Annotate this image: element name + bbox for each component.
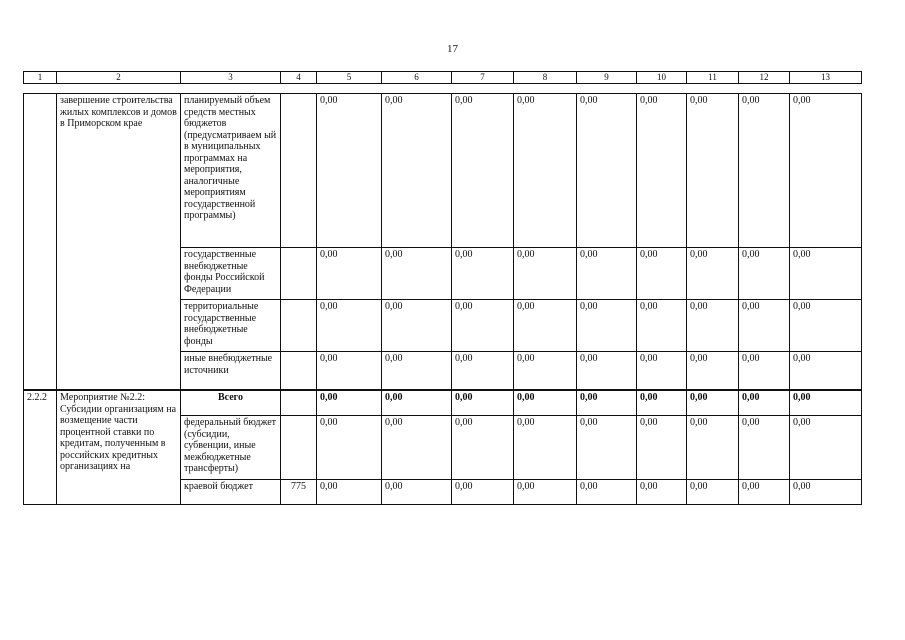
value-cell: 0,00 [739,300,790,352]
value-cell: 0,00 [577,480,637,505]
row-number-cell: 2.2.2 [24,390,57,505]
code-cell [281,300,317,352]
value-cell: 0,00 [739,416,790,480]
value-cell: 0,00 [687,416,739,480]
header-cell: 4 [281,72,317,84]
column-number-header [23,71,862,84]
value-cell: 0,00 [637,352,687,391]
funding-source-cell: территориальные государственные внебюджетные фонды [181,300,281,352]
value-cell: 0,00 [790,480,862,505]
value-cell: 0,00 [382,94,452,248]
value-cell: 0,00 [637,390,687,416]
value-cell: 0,00 [382,480,452,505]
value-cell: 0,00 [637,248,687,300]
table-row [24,94,862,248]
value-cell: 0,00 [514,480,577,505]
value-cell: 0,00 [637,94,687,248]
value-cell: 0,00 [687,480,739,505]
code-cell [281,352,317,391]
header-cell: 2 [57,72,181,84]
value-cell: 0,00 [790,300,862,352]
measure-name-cell: Мероприятие №2.2: Субсидии организациям на возмещение части процентной ставки по кредитам, полученным в российских кредитных организациях на [57,390,181,505]
header-row [24,72,862,84]
value-cell: 0,00 [687,248,739,300]
value-cell: 0,00 [514,94,577,248]
value-cell: 0,00 [452,390,514,416]
row-number-cell [24,94,57,391]
page-number: 17 [447,43,458,55]
value-cell: 0,00 [790,352,862,391]
header-cell: 8 [514,72,577,84]
value-cell: 0,00 [739,94,790,248]
header-cell: 6 [382,72,452,84]
value-cell: 0,00 [317,390,382,416]
value-cell: 0,00 [382,248,452,300]
value-cell: 0,00 [790,94,862,248]
header-cell: 13 [790,72,862,84]
header-cell: 9 [577,72,637,84]
value-cell: 0,00 [739,248,790,300]
budget-table [23,93,862,505]
header-cell: 12 [739,72,790,84]
code-cell: 775 [281,480,317,505]
header-cell: 7 [452,72,514,84]
value-cell: 0,00 [382,300,452,352]
value-cell: 0,00 [382,416,452,480]
value-cell: 0,00 [382,352,452,391]
value-cell: 0,00 [452,480,514,505]
value-cell: 0,00 [514,300,577,352]
funding-source-cell: иные внебюджетные источники [181,352,281,391]
value-cell: 0,00 [577,352,637,391]
value-cell: 0,00 [739,352,790,391]
value-cell: 0,00 [514,352,577,391]
header-cell: 5 [317,72,382,84]
header-cell: 10 [637,72,687,84]
value-cell: 0,00 [317,300,382,352]
funding-source-cell: государственные внебюджетные фонды Российской Федерации [181,248,281,300]
value-cell: 0,00 [790,416,862,480]
funding-source-cell: федеральный бюджет (субсидии, субвенции, иные межбюджетные трансферты) [181,416,281,480]
value-cell: 0,00 [452,248,514,300]
value-cell: 0,00 [577,390,637,416]
value-cell: 0,00 [687,300,739,352]
code-cell [281,390,317,416]
value-cell: 0,00 [687,390,739,416]
value-cell: 0,00 [577,300,637,352]
value-cell: 0,00 [577,248,637,300]
header-cell: 11 [687,72,739,84]
code-cell [281,248,317,300]
value-cell: 0,00 [637,416,687,480]
value-cell: 0,00 [317,94,382,248]
value-cell: 0,00 [452,94,514,248]
value-cell: 0,00 [739,390,790,416]
value-cell: 0,00 [514,416,577,480]
value-cell: 0,00 [687,94,739,248]
value-cell: 0,00 [790,248,862,300]
value-cell: 0,00 [382,390,452,416]
value-cell: 0,00 [687,352,739,391]
funding-source-cell: планируемый объем средств местных бюджетов (предусматриваем ый в муниципальных программах на мероприятия, аналогичные мероприятиям государственной программы) [181,94,281,248]
value-cell: 0,00 [637,300,687,352]
measure-name-cell: завершение строительства жилых комплексов и домов в Приморском крае [57,94,181,391]
value-cell: 0,00 [452,300,514,352]
code-cell [281,416,317,480]
value-cell: 0,00 [317,248,382,300]
value-cell: 0,00 [577,416,637,480]
value-cell: 0,00 [637,480,687,505]
value-cell: 0,00 [514,390,577,416]
funding-source-cell: краевой бюджет [181,480,281,505]
funding-source-cell: Всего [181,390,281,416]
value-cell: 0,00 [790,390,862,416]
header-cell: 1 [24,72,57,84]
header-cell: 3 [181,72,281,84]
value-cell: 0,00 [317,352,382,391]
value-cell: 0,00 [452,416,514,480]
code-cell [281,94,317,248]
value-cell: 0,00 [452,352,514,391]
value-cell: 0,00 [317,416,382,480]
table-row [24,390,862,416]
value-cell: 0,00 [739,480,790,505]
value-cell: 0,00 [577,94,637,248]
value-cell: 0,00 [317,480,382,505]
value-cell: 0,00 [514,248,577,300]
